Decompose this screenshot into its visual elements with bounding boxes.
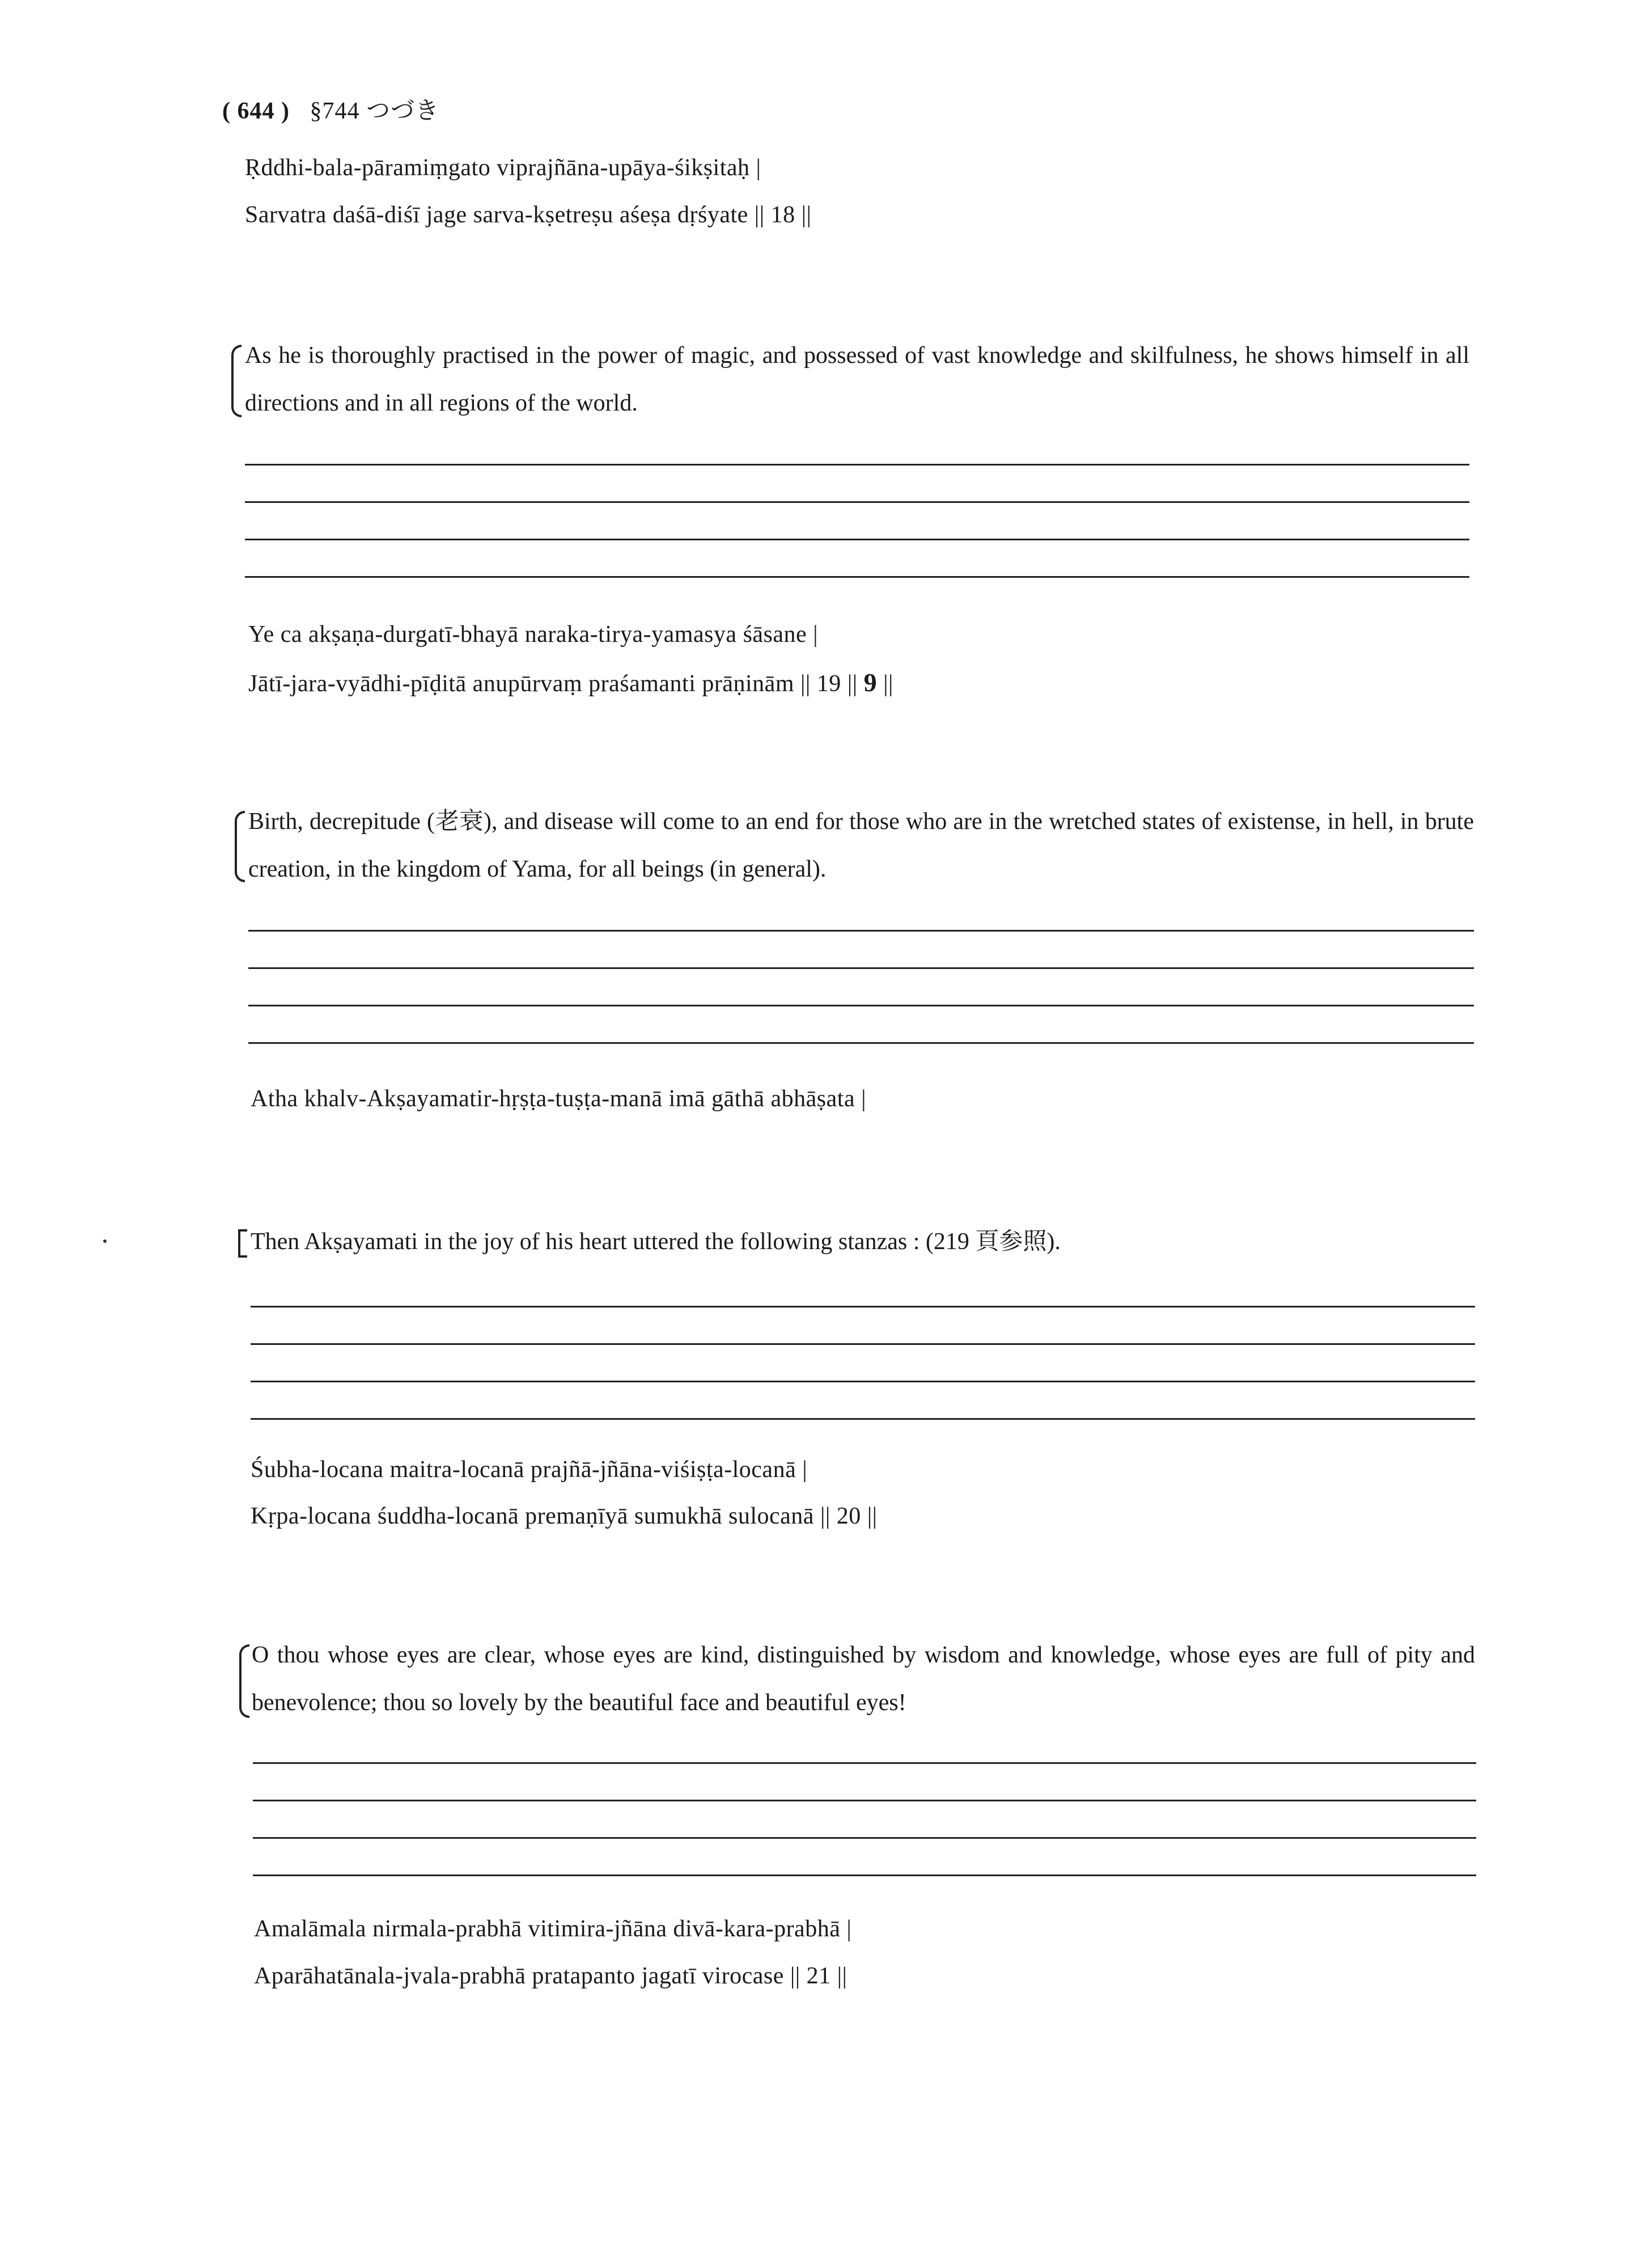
writing-line [251, 1306, 1475, 1308]
verse-20-sanskrit-line-1: Śubha-locana maitra-locanā prajñā-jñāna-viśiṣṭa-locanā | [251, 1457, 808, 1483]
verse-19-sanskrit-line-2-text: Jātī-jara-vyādhi-pīḍitā anupūrvaṃ praśamanti prāṇinām || 19 || [248, 671, 858, 697]
intro-sanskrit-line: Atha khalv-Akṣayamatir-hṛṣṭa-tuṣṭa-manā imā gāthā abhāṣata | [251, 1086, 866, 1112]
writing-line [245, 464, 1469, 466]
writing-line [253, 1762, 1476, 1764]
writing-line [245, 539, 1469, 540]
verse-18-sanskrit-line-2: Sarvatra daśā-diśī jage sarva-kṣetreṣu aśeṣa dṛśyate || 18 || [245, 202, 812, 228]
writing-line [248, 930, 1474, 932]
verse-21-sanskrit-line-1: Amalāmala nirmala-prabhā vitimira-jñāna divā-kara-prabhā | [254, 1916, 852, 1942]
writing-line [251, 1418, 1475, 1420]
section-label: §744 つづき [310, 98, 439, 124]
scan-speck [103, 1239, 107, 1243]
page-number: ( 644 ) [222, 98, 290, 124]
verse-21-sanskrit-line-2: Aparāhatānala-jvala-prabhā pratapanto jagatī virocase || 21 || [254, 1963, 848, 1989]
translation-bracket [239, 1644, 249, 1718]
writing-line [251, 1381, 1475, 1382]
translation-bracket [231, 345, 241, 417]
verse-18-sanskrit-line-1: Ṛddhi-bala-pāramiṃgato viprajñāna-upāya-śikṣitaḥ | [245, 155, 761, 181]
writing-line [248, 1005, 1474, 1006]
translation-bracket [235, 811, 245, 882]
verse-19-sanskrit-line-2 [248, 667, 893, 697]
writing-line [248, 1042, 1474, 1044]
verse-19-translation: Birth, decrepitude (老衰), and disease will come to an end for those who are in the wretched states of existense, in hell, in brute creation, in the kingdom of Yama, for all beings (in general). [248, 809, 1474, 882]
verse-19-end-mark: || [883, 671, 893, 697]
writing-line [253, 1837, 1476, 1839]
writing-line [245, 576, 1469, 578]
writing-line [248, 967, 1474, 969]
intro-translation: Then Akṣayamati in the joy of his heart uttered the following stanzas : (219 頁参照). [251, 1229, 1061, 1255]
writing-line [245, 501, 1469, 503]
writing-line [253, 1800, 1476, 1801]
writing-line [253, 1875, 1476, 1876]
verse-20-sanskrit-line-2: Kṛpa-locana śuddha-locanā premaṇīyā sumukhā sulocanā || 20 || [251, 1503, 878, 1529]
verse-19-bold-number: 9 [863, 668, 878, 697]
verse-20-translation: O thou whose eyes are clear, whose eyes are kind, distinguished by wisdom and knowledge, whose eyes are full of pity and benevolence; thou so lovely by the beautiful face and beautiful eyes! [252, 1642, 1475, 1716]
translation-bracket [238, 1229, 247, 1258]
verse-19-sanskrit-line-1: Ye ca akṣaṇa-durgatī-bhayā naraka-tirya-yamasya śāsane | [248, 621, 819, 648]
verse-18-translation: As he is thoroughly practised in the power of magic, and possessed of vast knowledge and skilfulness, he shows himself in all directions and in all regions of the world. [245, 342, 1469, 416]
writing-line [251, 1343, 1475, 1345]
page-header [222, 92, 439, 126]
